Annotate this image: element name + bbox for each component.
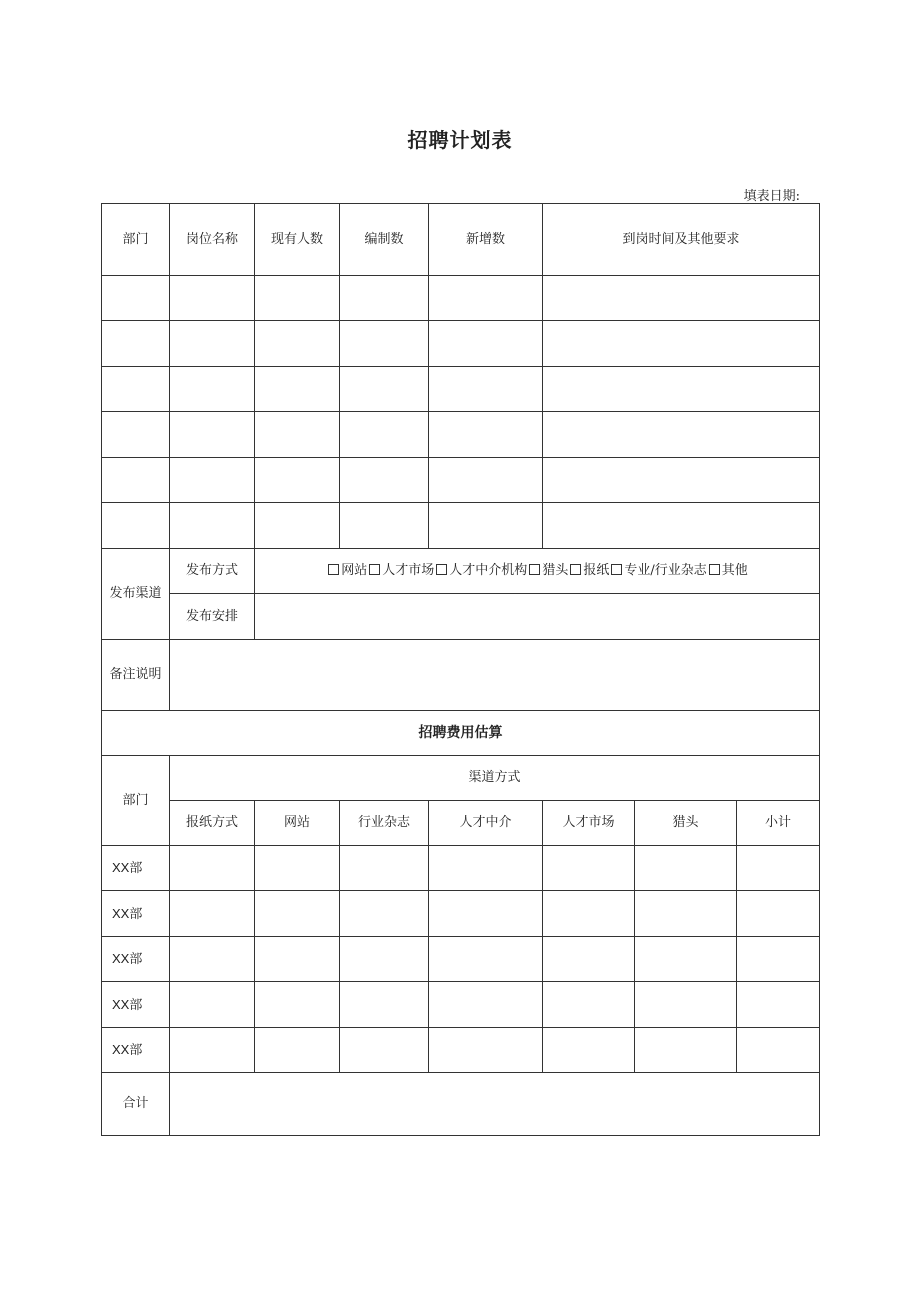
- plan-header-cell: 部门: [102, 204, 170, 276]
- input-cell[interactable]: [543, 1028, 635, 1073]
- input-cell[interactable]: [340, 937, 429, 982]
- table-row: [102, 458, 820, 503]
- input-cell[interactable]: [340, 1028, 429, 1073]
- input-cell[interactable]: [102, 458, 170, 503]
- input-cell[interactable]: [737, 1028, 820, 1073]
- input-cell[interactable]: [102, 412, 170, 458]
- input-cell[interactable]: [255, 1028, 340, 1073]
- checkbox[interactable]: [436, 564, 447, 575]
- input-cell[interactable]: [170, 1028, 255, 1073]
- plan-header-cell: 新增数: [429, 204, 543, 276]
- input-cell[interactable]: [543, 937, 635, 982]
- checkbox[interactable]: [570, 564, 581, 575]
- total-label: 合计: [102, 1073, 170, 1136]
- table-row: [102, 846, 820, 891]
- cost-title: 招聘费用估算: [102, 711, 820, 756]
- plan-header-cell: 编制数: [340, 204, 429, 276]
- input-cell[interactable]: [102, 276, 170, 321]
- input-cell[interactable]: [737, 891, 820, 937]
- cost-header-row: [102, 801, 820, 846]
- table-row: [102, 1028, 820, 1073]
- input-cell[interactable]: [429, 458, 543, 503]
- input-cell[interactable]: [635, 1028, 737, 1073]
- input-cell[interactable]: [170, 367, 255, 412]
- total-row: [102, 1073, 820, 1136]
- input-cell[interactable]: [255, 367, 340, 412]
- option-label: 专业/行业杂志: [624, 563, 707, 578]
- input-cell[interactable]: [429, 276, 543, 321]
- input-cell[interactable]: [170, 640, 820, 711]
- cost-channel-label: 渠道方式: [170, 756, 820, 801]
- cost-title-row: [102, 711, 820, 756]
- input-cell[interactable]: [255, 412, 340, 458]
- cost-dept-label: 部门: [102, 756, 170, 846]
- option-label: 人才市场: [382, 563, 435, 578]
- input-cell[interactable]: [635, 891, 737, 937]
- table-row: [102, 937, 820, 982]
- input-cell[interactable]: [255, 891, 340, 937]
- input-cell[interactable]: [635, 846, 737, 891]
- input-cell[interactable]: [635, 982, 737, 1028]
- input-cell[interactable]: [543, 367, 820, 412]
- cost-header-cell: 行业杂志: [340, 801, 429, 846]
- input-cell[interactable]: [340, 458, 429, 503]
- dept-name: XX部: [102, 1028, 170, 1073]
- input-cell[interactable]: [429, 503, 543, 549]
- checkbox[interactable]: [328, 564, 339, 575]
- input-cell[interactable]: [255, 846, 340, 891]
- cost-header-cell: 报纸方式: [170, 801, 255, 846]
- cost-header-cell: 网站: [255, 801, 340, 846]
- input-cell[interactable]: [340, 891, 429, 937]
- input-cell[interactable]: [543, 458, 820, 503]
- input-cell[interactable]: [255, 458, 340, 503]
- option-label: 报纸: [583, 563, 610, 578]
- input-cell[interactable]: [635, 937, 737, 982]
- input-cell[interactable]: [170, 321, 255, 367]
- input-cell[interactable]: [170, 891, 255, 937]
- input-cell[interactable]: [340, 982, 429, 1028]
- input-cell[interactable]: [340, 412, 429, 458]
- input-cell[interactable]: [543, 982, 635, 1028]
- publish-channel-label: [102, 549, 170, 640]
- input-cell[interactable]: [429, 367, 543, 412]
- input-cell[interactable]: [170, 276, 255, 321]
- publish-options: [255, 549, 820, 594]
- input-cell[interactable]: [255, 503, 340, 549]
- input-cell[interactable]: [170, 412, 255, 458]
- checkbox[interactable]: [611, 564, 622, 575]
- input-cell[interactable]: [255, 937, 340, 982]
- dept-name: XX部: [102, 846, 170, 891]
- publish-arrangement-row: [102, 594, 820, 640]
- input-cell[interactable]: [543, 321, 820, 367]
- notes-row: [102, 640, 820, 711]
- input-cell[interactable]: [543, 503, 820, 549]
- recruitment-plan-table: [101, 203, 820, 1136]
- input-cell[interactable]: [429, 846, 543, 891]
- table-row: [102, 891, 820, 937]
- checkbox[interactable]: [709, 564, 720, 575]
- plan-header-row: [102, 204, 820, 276]
- input-cell[interactable]: [543, 276, 820, 321]
- input-cell[interactable]: [737, 937, 820, 982]
- table-row: [102, 982, 820, 1028]
- input-cell[interactable]: [102, 503, 170, 549]
- input-cell[interactable]: [170, 1073, 820, 1136]
- cost-header-cell: 人才中介: [429, 801, 543, 846]
- fill-date-label: 填表日期:: [743, 189, 800, 204]
- input-cell[interactable]: [737, 982, 820, 1028]
- input-cell[interactable]: [170, 982, 255, 1028]
- cost-header-cell: 小计: [737, 801, 820, 846]
- table-row: [102, 276, 820, 321]
- table-row: [102, 412, 820, 458]
- table-row: [102, 321, 820, 367]
- publish-arrangement-label: 发布安排: [170, 594, 255, 640]
- option-label: 猎头: [542, 563, 569, 578]
- notes-label: 备注说明: [102, 640, 170, 711]
- plan-header-cell: 岗位名称: [170, 204, 255, 276]
- input-cell[interactable]: [429, 1028, 543, 1073]
- input-cell[interactable]: [340, 846, 429, 891]
- input-cell[interactable]: [543, 846, 635, 891]
- checkbox[interactable]: [529, 564, 540, 575]
- input-cell[interactable]: [102, 367, 170, 412]
- plan-header-cell: 现有人数: [255, 204, 340, 276]
- cost-channel-row: [102, 756, 820, 801]
- checkbox[interactable]: [369, 564, 380, 575]
- input-cell[interactable]: [340, 367, 429, 412]
- publish-channel-text: 发布渠道: [109, 586, 162, 601]
- table-row: [102, 367, 820, 412]
- input-cell[interactable]: [543, 891, 635, 937]
- dept-name: XX部: [102, 982, 170, 1028]
- input-cell[interactable]: [340, 503, 429, 549]
- input-cell[interactable]: [255, 321, 340, 367]
- publish-method-row: [102, 549, 820, 594]
- input-cell[interactable]: [429, 412, 543, 458]
- input-cell[interactable]: [340, 321, 429, 367]
- input-cell[interactable]: [255, 276, 340, 321]
- table-row: [102, 503, 820, 549]
- input-cell[interactable]: [170, 503, 255, 549]
- dept-name: XX部: [102, 937, 170, 982]
- page-title: 招聘计划表: [407, 128, 513, 152]
- input-cell[interactable]: [255, 594, 820, 640]
- input-cell[interactable]: [429, 891, 543, 937]
- input-cell[interactable]: [102, 321, 170, 367]
- input-cell[interactable]: [170, 846, 255, 891]
- input-cell[interactable]: [429, 321, 543, 367]
- publish-method-label: 发布方式: [170, 549, 255, 594]
- plan-header-cell: 到岗时间及其他要求: [543, 204, 820, 276]
- input-cell[interactable]: [340, 276, 429, 321]
- input-cell[interactable]: [170, 458, 255, 503]
- input-cell[interactable]: [170, 937, 255, 982]
- input-cell[interactable]: [429, 937, 543, 982]
- cost-header-cell: 猎头: [635, 801, 737, 846]
- dept-name: XX部: [102, 891, 170, 937]
- option-label: 人才中介机构: [449, 563, 528, 578]
- option-label: 其他: [721, 563, 748, 578]
- option-label: 网站: [341, 563, 368, 578]
- input-cell[interactable]: [255, 982, 340, 1028]
- input-cell[interactable]: [429, 982, 543, 1028]
- input-cell[interactable]: [543, 412, 820, 458]
- input-cell[interactable]: [737, 846, 820, 891]
- cost-header-cell: 人才市场: [543, 801, 635, 846]
